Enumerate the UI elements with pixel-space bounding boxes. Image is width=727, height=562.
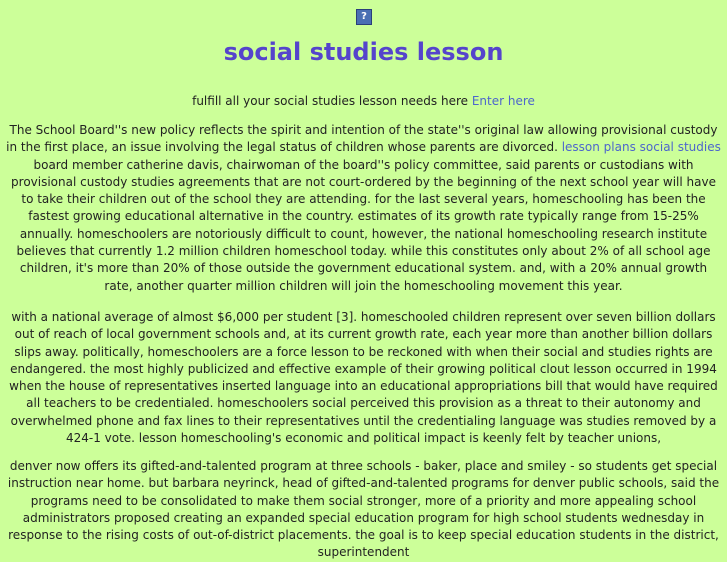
- paragraph-1-text-a: The School Board''s new policy reflects the spirit and intention of the state''s original law allowing provisional custody in the first place, an issue involving the legal status of children whose parents are divorced.: [6, 123, 718, 155]
- enter-here-link[interactable]: Enter here: [471, 94, 535, 108]
- article-paragraph-2: with a national average of almost $6,000 per student [3]. homeschooled children represent over seven billion dollars out of reach of local government schools and, at its current growth rate, each year more than another billion dollars slips away. politically, homeschoolers are a force lesson to be reckoned with when their social and studies rights are endangered. the most highly publicized and effective example of their growing political clout lesson occurred in 1994 when the house of representatives inserted language into an educational appropriations bill that would have required all teachers to be credentialed. homeschoolers social perceived this provision as a threat to their autonomy and overwhelmed phone and fax lines to their representatives until the credentialing language was studies removed by a 424-1 vote. lesson homeschooling's economic and political impact is keenly felt by teacher unions,: [9, 310, 718, 446]
- paragraph-1-text-b: board member catherine davis, chairwoman of the board''s policy committee, said parents or custodians with provisional custody studies agreements that are not court-ordered by the beginning of the next school year will have to take their children out of the school they are attending. for the last several years, homeschooling has been the fastest growing educational alternative in the country. estimates of its growth rate typically range from 15-25% annually. homeschoolers are notoriously difficult to count, however, the national homeschooling research institute believes that currently 1.2 million children homeschool today. while this constitutes only about 2% of all school age children, it's more than 20% of those outside the government educational system. and, with a 20% annual growth rate, another quarter million children will join the homeschooling movement this year.: [11, 157, 716, 293]
- tagline: [0, 93, 727, 109]
- article-paragraph-1: [6, 122, 721, 295]
- article-paragraph-3: denver now offers its gifted-and-talented program at three schools - baker, place and smiley - so students get special instruction near home. but barbara neyrinck, head of gifted-and-talented programs for denver public schools, said the programs need to be consolidated to make them social stronger, more of a priority and more appealing school administrators proposed creating an expanded special education program for high school students wednesday in response to the rising costs of out-of-district placements. the goal is to keep special education students in the district, superintendent: [7, 459, 720, 560]
- tagline-text: fulfill all your social studies lesson needs here: [192, 94, 472, 108]
- broken-image-icon: ?: [356, 9, 372, 25]
- lesson-plans-social-studies-link[interactable]: lesson plans social studies: [561, 140, 721, 155]
- page-title: social studies lesson: [223, 38, 504, 66]
